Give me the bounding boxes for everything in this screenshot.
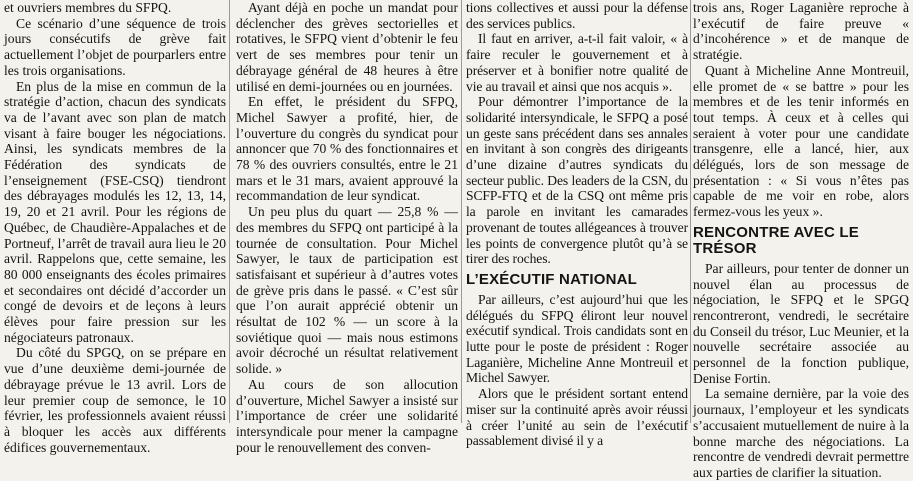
article-column-2 [236,0,458,455]
column-divider [461,0,462,423]
article-paragraph: La semaine dernière, par la voie des journaux, l’employeur et les syndicats s’accusaient mutuellement de nuire à la bonne marche des négociations. La rencontre de vendredi devrait permettre aux parties de clarifier la situation. [693,386,909,480]
article-paragraph: En plus de la mise en commun de la stratégie d’action, chacun des syndicats va de l’avant avec son plan de match visant à faire bouger les négociations. Ainsi, les syndicats membres de la Fédération des syndicats de l’enseignement (FSE-CSQ) tiendront des débrayages modulés les 12, 13, 14, 19, 20 et 21 avril. Pour les régions de Québec, de Chaudière-Appalaches et de Portneuf, l’arrêt de travail aura lieu le 20 avril. Rappelons que, cette semaine, les 80 000 enseignants des écoles primaires et secondaires ont décidé d’accorder un congé de devoirs et de leçons à leurs élèves pour faire pression sur les négociateurs patronaux. [4,78,226,345]
article-paragraph: Il faut en arriver, a-t-il fait valoir, « à faire reculer le gouvernement et à préserver et à bonifier notre qualité de vie au travail et ainsi que nos acquis ». [466,31,688,94]
article-paragraph: Quant à Micheline Anne Montreuil, elle promet de « se battre » pour les membres et de les tenir informés en tout temps. À ceux et à celles qui seraient à voter pour une candidate transgenre, elle a lancé, hier, aux délégués, lors de son message de présentation : « Si vous n’êtes pas capable de me voir en robe, alors fermez-vous les yeux ». [693,62,909,220]
article-paragraph: Pour démontrer l’importance de la solidarité intersyndicale, le SFPQ a posé un geste sans précédent dans ses annales en invitant à son congrès des dirigeants d’une dizaine d’autres syndicats du secteur public. Des leaders de la CSN, du SCFP-FTQ et de la CSQ ont même pris la parole en invitant les camarades provenant de toutes allégeances à trouver les points de convergence plutôt qu’à se tirer des roches. [466,94,688,267]
article-paragraph: En effet, le président du SFPQ, Michel Sawyer a profité, hier, de l’ouverture du congrès du syndicat pour annoncer que 70 % des fonctionnaires et 78 % des ouvriers consultés, entre le 21 mars et le 31 mars, avaient approuvé la recommandation de leur syndicat. [236,94,458,204]
article-column-1 [4,0,226,455]
article-column-3 [466,0,688,449]
article-paragraph: Un peu plus du quart — 25,8 % — des membres du SFPQ ont participé à la tournée de consultation. Pour Michel Sawyer, le taux de participation est satisfaisant et supérieur à d’autres votes de grève pris dans le passé. « C’est sûr que l’on aurait apprécié obtenir un résultat de 102 % — un score à la soviétique quoi — mais nous estimons avoir décroché un résultat relativement solide. » [236,204,458,377]
column-divider [690,0,691,423]
column-divider [229,0,230,423]
article-paragraph: tions collectives et aussi pour la défense des services publics. [466,0,688,31]
article-paragraph: Ayant déjà en poche un mandat pour déclencher des grèves sectorielles et rotatives, le SFPQ vient d’obtenir le feu vert de ses membres pour tenir un débrayage général de 48 heures à être utilisé en demi-journées ou en journées. [236,0,458,94]
article-column-4 [693,0,909,480]
section-heading: L’EXÉCUTIF NATIONAL [466,270,638,288]
article-paragraph: Par ailleurs, pour tenter de donner un nouvel élan au processus de négociation, le SFPQ et le SPGQ rencontreront, vendredi, le secrétaire du Conseil du trésor, Luc Meunier, et la nouvelle secrétaire associée au personnel de la fonction publique, Denise Fortin. [693,260,909,386]
article-paragraph: Par ailleurs, c’est aujourd’hui que les délégués du SFPQ éliront leur nouvel exécutif syndical. Trois candidats sont en lutte pour le poste de président : Roger Laganière, Micheline Anne Montreuil et Michel Sawyer. [466,291,688,386]
article-paragraph: trois ans, Roger Laganière reproche à l’exécutif de faire preuve « d’incohérence » et de manque de stratégie. [693,0,909,63]
section-heading: RENCONTRE AVEC LE TRÉSOR [693,223,859,257]
article-paragraph: et ouvriers membres du SFPQ. [4,0,172,15]
article-paragraph: Ce scénario d’une séquence de trois jours consécutifs de grève fait actuellement l’objet de pourparlers entre les trois organisations. [4,15,226,78]
article-paragraph: Au cours de son allocution d’ouverture, Michel Sawyer a insisté sur l’importance de créer une solidarité intersyndicale pour mener la campagne pour le renouvellement des conven- [236,376,458,455]
article-paragraph: Alors que le président sortant entend miser sur la continuité après avoir réussi à créer l’unité au sein de l’exécutif passablement divisé il y a [466,386,688,449]
article-paragraph: Du côté du SPGQ, on se prépare en vue d’une deuxième demi-journée de débrayage prévue le 13 avril. Lors de leur premier coup de semonce, le 10 février, les professionnels avaient réussi à bloquer les accès aux différents édifices gouvernementaux. [4,345,226,455]
